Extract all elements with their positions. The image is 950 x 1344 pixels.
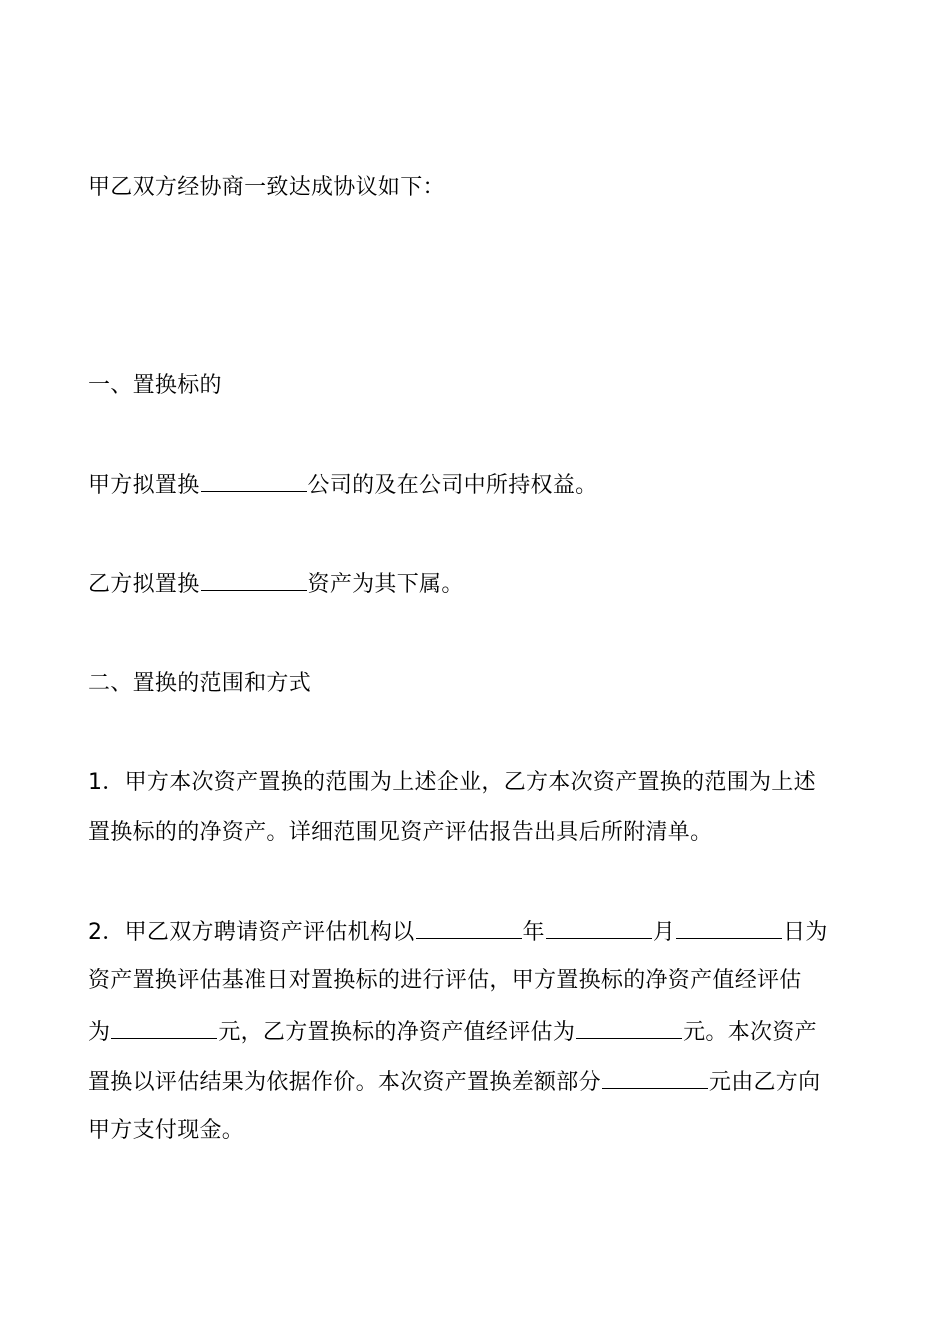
item2-text-yuan-b: 元，乙方置换标的净资产值经评估为 [218, 1020, 576, 1045]
party-a-text-after: 公司的及在公司中所持权益。 [307, 473, 598, 498]
day-blank [676, 916, 782, 939]
item1-line2: 置换标的的净资产。详细范围见资产评估报告出具后所附清单。 [88, 820, 713, 845]
party-a-company-blank [201, 469, 307, 492]
day-label: 日为 [783, 920, 828, 945]
item2-line3 [88, 1016, 868, 1048]
month-label: 月 [652, 920, 676, 945]
item2-line1 [88, 916, 868, 948]
item2-text-a: 2．甲乙双方聘请资产评估机构以 [88, 920, 415, 945]
section1-heading: 一、置换标的 [88, 373, 222, 398]
party-b-text-before: 乙方拟置换 [88, 572, 200, 597]
section2-heading: 二、置换的范围和方式 [88, 671, 312, 696]
party-a-value-blank [111, 1016, 217, 1039]
item2-line5: 甲方支付现金。 [88, 1118, 245, 1143]
party-b-text-after: 资产为其下属。 [307, 572, 464, 597]
party-b-value-blank [576, 1016, 682, 1039]
party-a-text-before: 甲方拟置换 [88, 473, 200, 498]
year-blank [416, 916, 522, 939]
year-label: 年 [522, 920, 545, 945]
item1-line1: 1．甲方本次资产置换的范围为上述企业，乙方本次资产置换的范围为上述 [88, 770, 816, 795]
item2-line2: 资产置换评估基准日对置换标的进行评估，甲方置换标的净资产值经评估 [88, 968, 802, 993]
party-a-statement [88, 469, 868, 501]
month-blank [546, 916, 652, 939]
item2-text-payment: 元由乙方向 [708, 1070, 821, 1095]
item2-line4 [88, 1066, 868, 1098]
item2-text-yuan-c: 元。本次资产 [683, 1020, 817, 1045]
intro-text: 甲乙双方经协商一致达成协议如下： [88, 175, 445, 200]
item2-text-difference: 置换以评估结果为依据作价。本次资产置换差额部分 [88, 1070, 601, 1095]
party-b-asset-blank [201, 568, 307, 591]
party-b-statement [88, 568, 868, 600]
item2-text-wei: 为 [88, 1020, 111, 1045]
difference-amount-blank [602, 1066, 708, 1089]
